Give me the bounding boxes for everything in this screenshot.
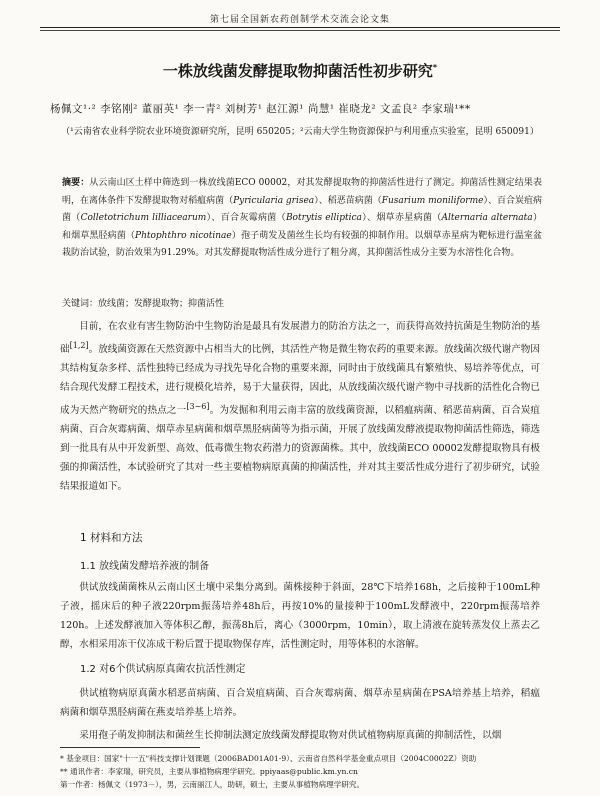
citation-ref: [3~6] — [186, 402, 210, 412]
intro-paragraph: 目前，在农业有害生物防治中生物防治是最具有发展潜力的防治方法之一，而获得高效持抗菌是生物防治的基础[1,2]。放线菌资源在天然资源中占相当大的比例，其活性产物是微生物农药的重要来源。放线菌次级代谢产物因其结构复杂多样、活性独特已经成为寻找先导化合物的重要来源，同时由于放线菌具有繁殖快、易培养等优点，可结合现代发酵工程技术，进行规模化培养，易于大量获得，因此，从放线菌次级代谢产物中寻找新的活性化合物已成为天然产物研究的热点之一[3~6]。为发掘和利用云南丰富的放线菌资源，以稻瘟病菌、稻恶苗病菌、百合炭疽病菌、百合灰霉病菌、烟草赤星病菌和烟草黑胫病菌等为指示菌，开展了放线菌发酵液提取物抑菌活性筛选，筛选到一批具有从中开发新型、高效、低毒微生物农药潜力的资源菌株。其中，放线菌ECO 00002发酵提取物具有极强的抑菌活性，本试验研究了其对一些主要植物病原真菌的抑菌活性，并对其主要活性成分进行了初步研究，试验结果报道如下。 — [60, 321, 541, 493]
abstract-label: 摘要： — [62, 178, 90, 188]
methods-paragraph: 供试放线菌菌株从云南山区土壤中采集分离到。菌株接种于斜面，28℃下培养168h，之后接种于100mL种子液，摇床后的种子液220rpm振荡培养48h后，再按10%的量接种于100mL发酵液中，220rpm振荡培养120h。上述发酵液加入等体积乙醇，振荡8h后，离心（3000rpm，10min），取上清液在旋转蒸发仪上蒸去乙醇，水相采用冻干仪冻成干粉后置于提取物保存库，活性测定时，用等体积的水溶解。 — [60, 582, 540, 650]
footnote-corresponding: ** 通讯作者：李家瑞，研究员，主要从事植物病理学研究。ppiyaas@public.km.yn.cn — [60, 767, 358, 776]
subsection-heading: 1.1 放线菌发酵培养液的制备 — [80, 561, 210, 572]
keywords-label: 关键词： — [62, 299, 99, 309]
title-footnote-mark: * — [432, 63, 438, 72]
methods-paragraph: 采用孢子萌发抑制法和菌丝生长抑制法测定放线菌发酵提取物对供试植物病原真菌的抑制活性，以烟 — [79, 730, 502, 741]
footnote-funding: * 基金项目：国家"十一五"科技支撑计划课题（2006BAD01A01-9）、云南省自然科学基金重点项目（2004C0002Z）资助 — [60, 754, 477, 763]
conference-header: 第七届全国新农药创制学术交流会论文集 — [209, 15, 390, 25]
paper-title: 一株放线菌发酵提取物抑菌活性初步研究* — [162, 62, 438, 80]
affiliation: （¹云南省农业科学院农业环境资源研究所，昆明 650205；²云南大学生物资源保护与利用重点实验室，昆明 650091） — [61, 127, 539, 137]
methods-paragraph: 供试植物病原真菌水稻恶苗病菌、百合炭疽病菌、百合灰霉病菌、烟草赤星病菌在PSA培养基上培养，稻瘟病菌和烟草黑胫病菌在燕麦培养基上培养。 — [60, 688, 540, 718]
citation-ref: [1,2] — [69, 341, 89, 350]
footnote-first-author: 第一作者：杨佩文（1973－），男，云南丽江人，助研，硕士，主要从事植物病理学研究。 — [60, 780, 365, 789]
authors-line: 杨佩文¹·² 李铭刚² 董丽英¹ 李一青² 刘树芳¹ 赵江源¹ 尚慧¹ 崔晓龙² 文孟良² 李家瑞¹** — [50, 103, 471, 115]
subsection-heading: 1.2 对6个供试病原真菌农抗活性测定 — [80, 664, 246, 675]
abstract: 摘要：从云南山区土样中筛选到一株放线菌ECO 00002，对其发酵提取物的抑菌活性进行了测定。抑菌活性测定结果表明，在离体条件下发酵提取物对稻瘟病菌（Pyricularia grisea）、稻恶苗病菌（Fusarium moniliforme）、百合炭疽病菌（Colletotrichum lilliacearum）、百合灰霉病菌（Botrytis elliptica）、烟草赤星病菌（Alternaria alternata）和烟草黑胫病菌（Phtophthro nicotinae）孢子萌发及菌丝生长均有较强的抑制作用。以烟草赤星病为靶标进行温室盆栽防治试验，防治效果为91.29%。对其发酵提取物活性成分进行了粗分离，其抑菌活性成分主要为水溶性化合物。 — [62, 178, 542, 258]
header-rule — [40, 27, 560, 28]
header-rule-thin — [40, 30, 560, 31]
footnotes — [60, 752, 550, 791]
footnote-rule — [60, 747, 200, 748]
section-heading: 1 材料和方法 — [80, 532, 143, 544]
keywords: 关键词：放线菌；发酵提取物；抑菌活性 — [62, 299, 225, 309]
